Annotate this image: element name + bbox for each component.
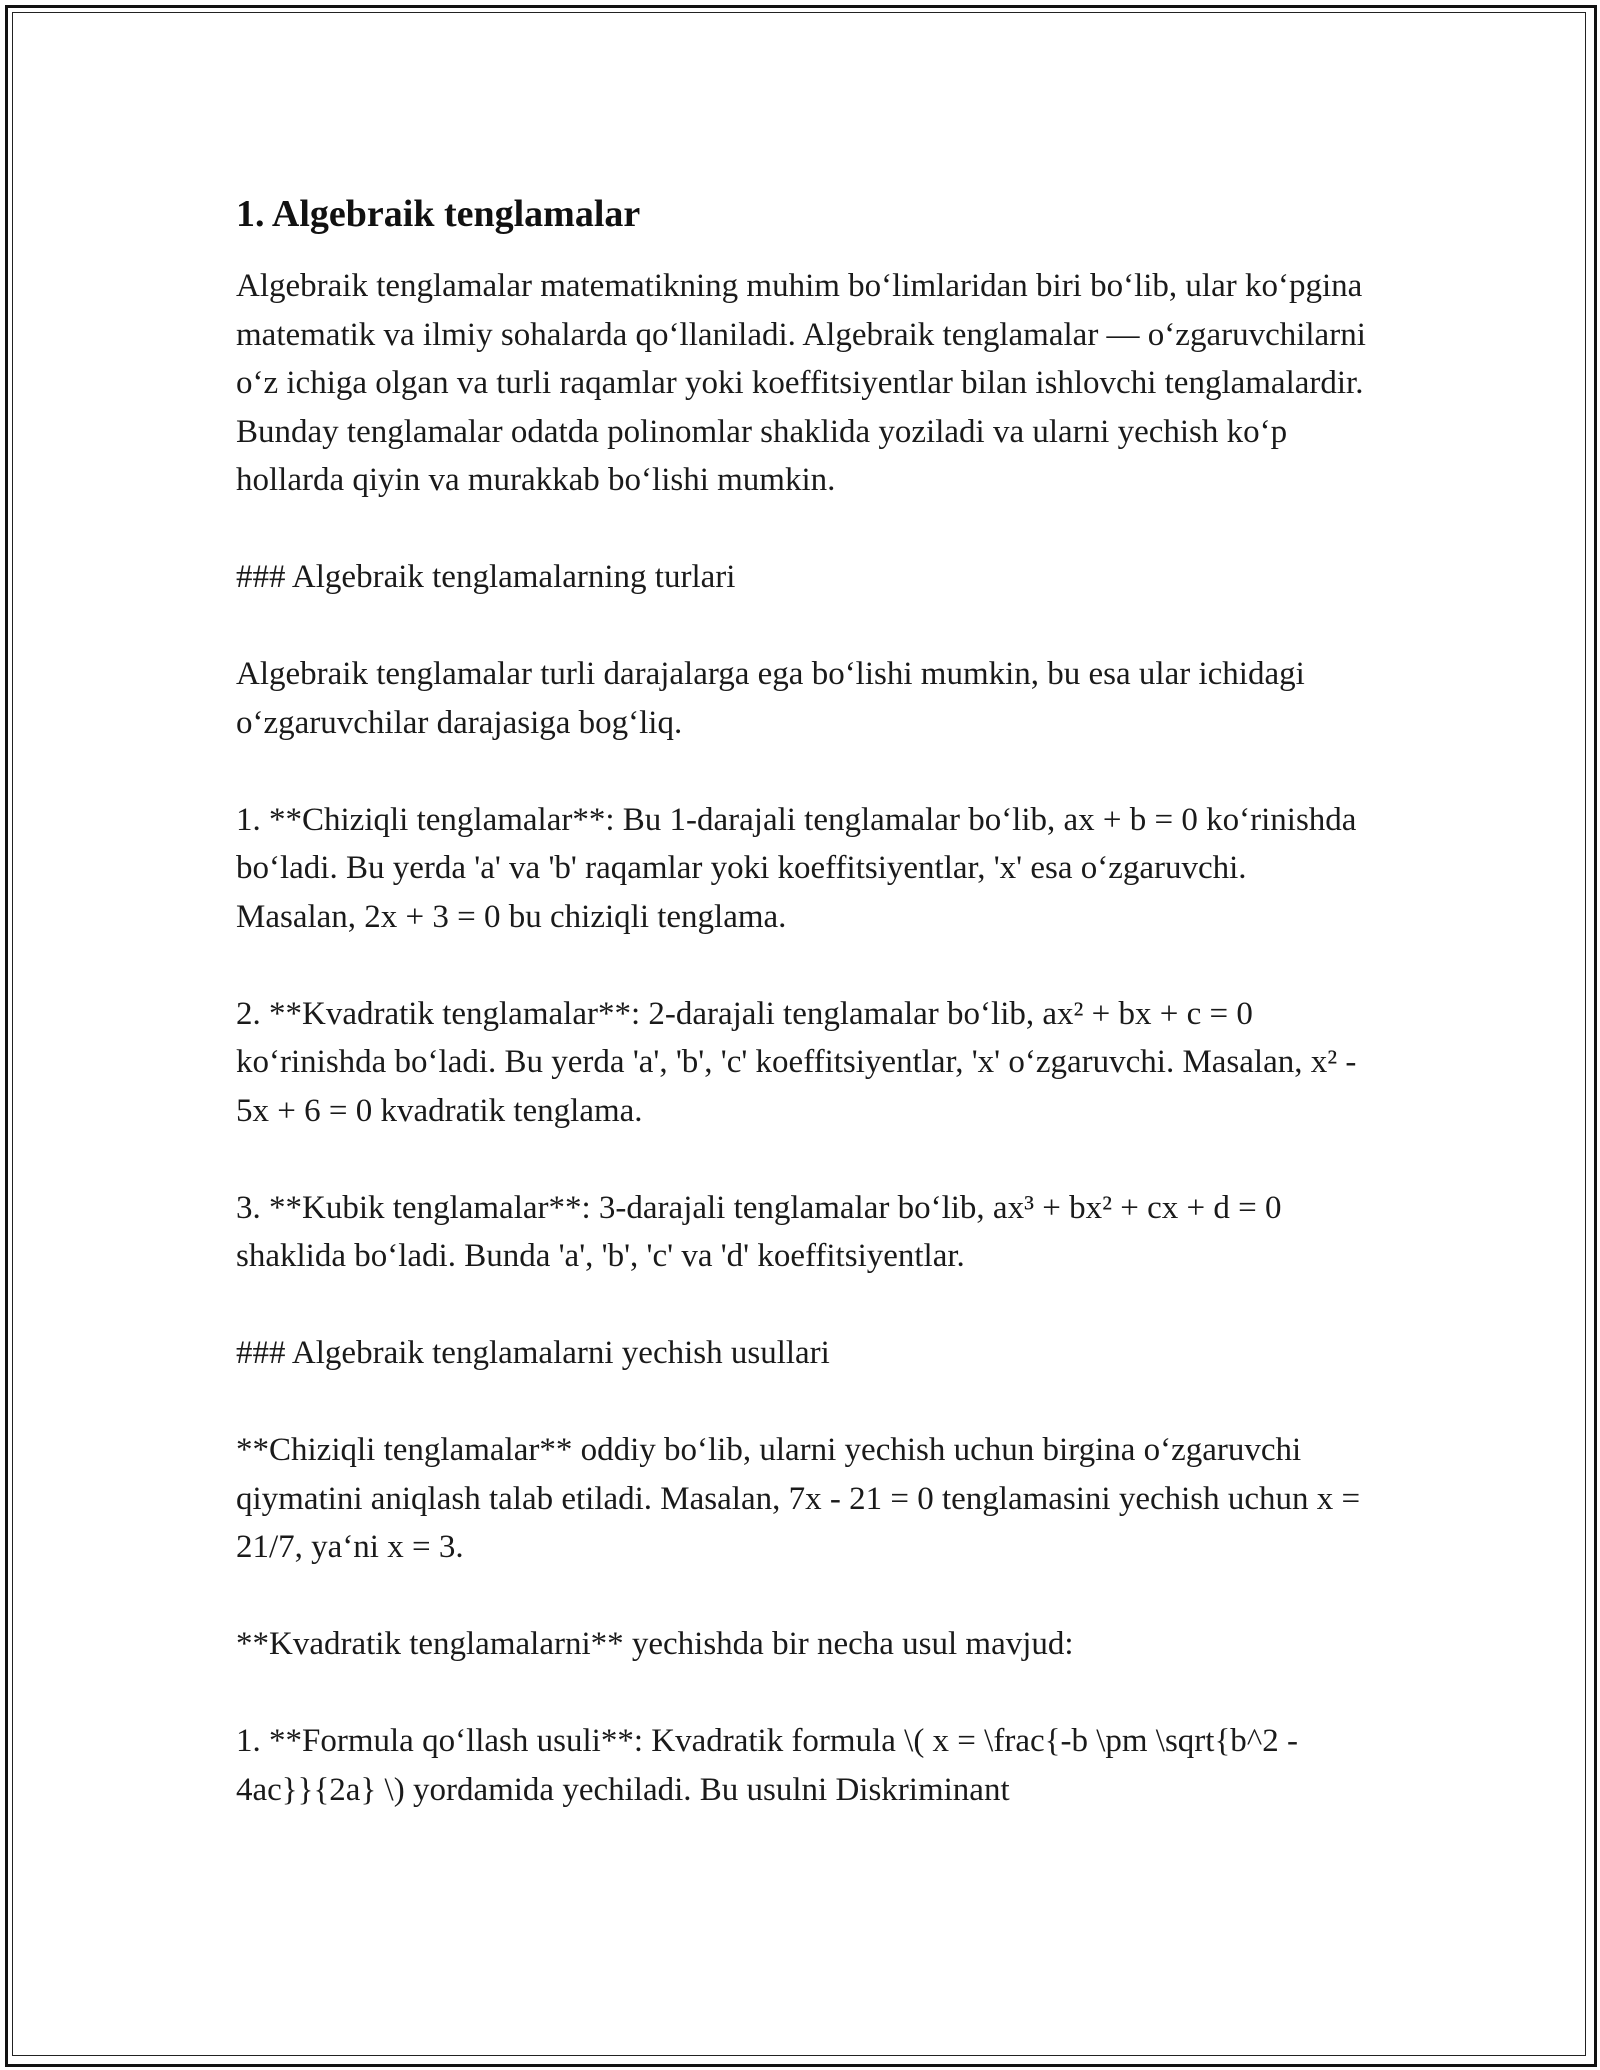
paragraph-gap <box>236 941 1366 990</box>
list-item-quadratic: 2. **Kvadratik tenglamalar**: 2-darajali tenglamalar bo‘lib, ax² + bx + c = 0 ko‘rinishda bo‘ladi. Bu yerda 'a', 'b', 'c' koeffitsiyentlar, 'x' o‘zgaruvchi. Masalan, x² - 5x + 6 = 0 kvadratik tenglama. <box>236 995 1357 1129</box>
paragraph-gap <box>236 1135 1366 1184</box>
paragraph-gap <box>236 1378 1366 1427</box>
document-page <box>236 186 1366 1814</box>
linear-solution-paragraph: **Chiziqli tenglamalar** oddiy bo‘lib, ularni yechish uchun birgina o‘zgaruvchi qiymatini aniqlash talab etiladi. Masalan, 7x - 21 = 0 tenglamasini yechish uchun x = 21/7, ya‘ni x = 3. <box>236 1432 1361 1565</box>
types-intro-paragraph: Algebraik tenglamalar turli darajalarga ega bo‘lishi mumkin, bu esa ular ichidagi o‘zgaruvchilar darajasiga bog‘liq. <box>236 656 1305 741</box>
list-item-linear: 1. **Chiziqli tenglamalar**: Bu 1-darajali tenglamalar bo‘lib, ax + b = 0 ko‘rinishda bo‘ladi. Bu yerda 'a' va 'b' raqamlar yoki koeffitsiyentlar, 'x' esa o‘zgaruvchi. Masalan, 2x + 3 = 0 bu chiziqli tenglama. <box>236 801 1357 935</box>
section-heading-methods: ### Algebraik tenglamalarni yechish usullari <box>236 1335 830 1371</box>
list-item-formula-method: 1. **Formula qo‘llash usuli**: Kvadratik formula \( x = \frac{-b \pm \sqrt{b^2 - 4ac}}{2a} \) yordamida yechiladi. Bu usulni Diskriminant <box>236 1723 1299 1808</box>
section-heading-types: ### Algebraik tenglamalarning turlari <box>236 559 736 595</box>
document-title: 1. Algebraik tenglamalar <box>236 193 641 235</box>
paragraph-gap <box>236 1281 1366 1330</box>
paragraph-gap <box>236 747 1366 796</box>
intro-paragraph: Algebraik tenglamalar matematikning muhim bo‘limlaridan biri bo‘lib, ular ko‘pgina matematik va ilmiy sohalarda qo‘llaniladi. Algebraik tenglamalar — o‘zgaruvchilarni o‘z ichiga olgan va turli raqamlar yoki koeffitsiyentlar bilan ishlovchi tenglamalardir. Bunday tenglamalar odatda polinomlar shaklida yoziladi va ularni yechish ko‘p hollarda qiyin va murakkab bo‘lishi mumkin. <box>236 268 1366 498</box>
paragraph-gap <box>236 602 1366 651</box>
list-item-cubic: 3. **Kubik tenglamalar**: 3-darajali tenglamalar bo‘lib, ax³ + bx² + cx + d = 0 shaklida bo‘ladi. Bunda 'a', 'b', 'c' va 'd' koeffitsiyentlar. <box>236 1189 1282 1274</box>
paragraph-gap <box>236 1669 1366 1718</box>
quadratic-methods-paragraph: **Kvadratik tenglamalarni** yechishda bir necha usul mavjud: <box>236 1626 1074 1662</box>
paragraph-gap <box>236 505 1366 554</box>
paragraph-gap <box>236 1572 1366 1621</box>
